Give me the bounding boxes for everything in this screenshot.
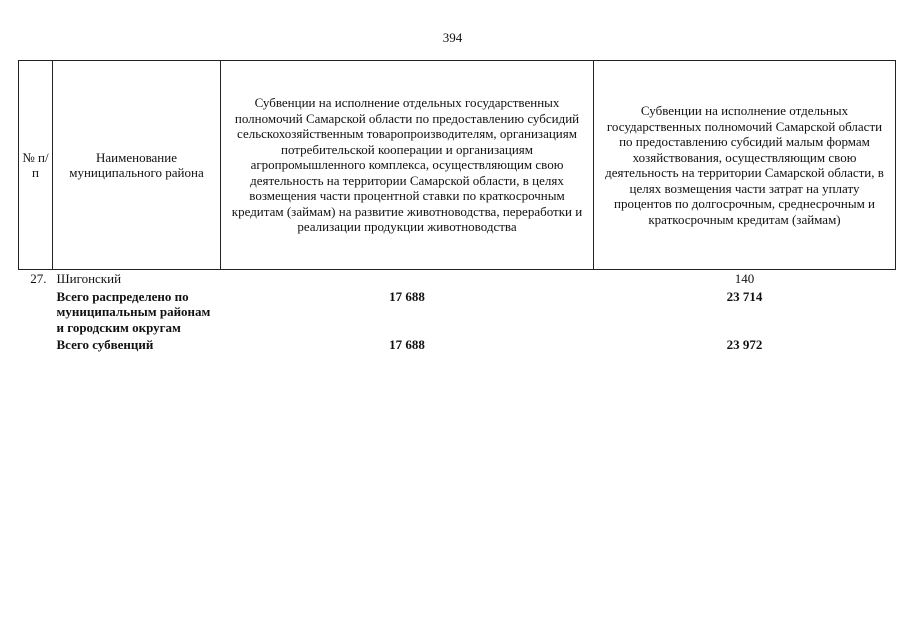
total-subventions-row [19,336,896,354]
row-col1 [221,270,594,288]
total-subventions-label: Всего субвенций [56,337,154,352]
row-col2: 140 [734,271,755,286]
total-distributed-label: Всего распределено по муниципальным районам и городским округам [56,288,211,335]
table-header [19,61,896,270]
header-number: № п/п [19,61,53,270]
row-number: 27. [30,271,47,286]
total-distributed-col1: 17 688 [389,288,425,304]
total-distributed-col2: 23 714 [726,288,763,304]
page-number: 394 [442,30,463,45]
table-row [19,270,896,288]
header-district: Наименование муниципального района [53,61,221,270]
total-subventions-col1: 17 688 [389,337,425,352]
row-district: Шигонский [56,271,122,286]
header-col1: Субвенции на исполнение отдельных государственных полномочий Самарской области по предоставлению субсидий сельскохозяйственным товаропроизводителям, организациям потребительской кооперации и организациям агропромышленного комплекса, осуществляющим свою деятельность на территории Самарской области, в целях возмещения части процентной ставки по краткосрочным кредитам (займам) на развитие животноводства, переработки и реализации продукции животноводства [221,61,594,270]
total-subventions-col2: 23 972 [726,337,763,352]
total-distributed-row [19,288,896,337]
header-col2: Субвенции на исполнение отдельных государственных полномочий Самарской области по предоставлению субсидий малым формам хозяйствования, осуществляющим свою деятельность на территории Самарской области, в целях возмещения части затрат на уплату процентов по долгосрочным, среднесрочным и краткосрочным кредитам (займам) [594,61,896,270]
subsidy-table [18,60,896,354]
